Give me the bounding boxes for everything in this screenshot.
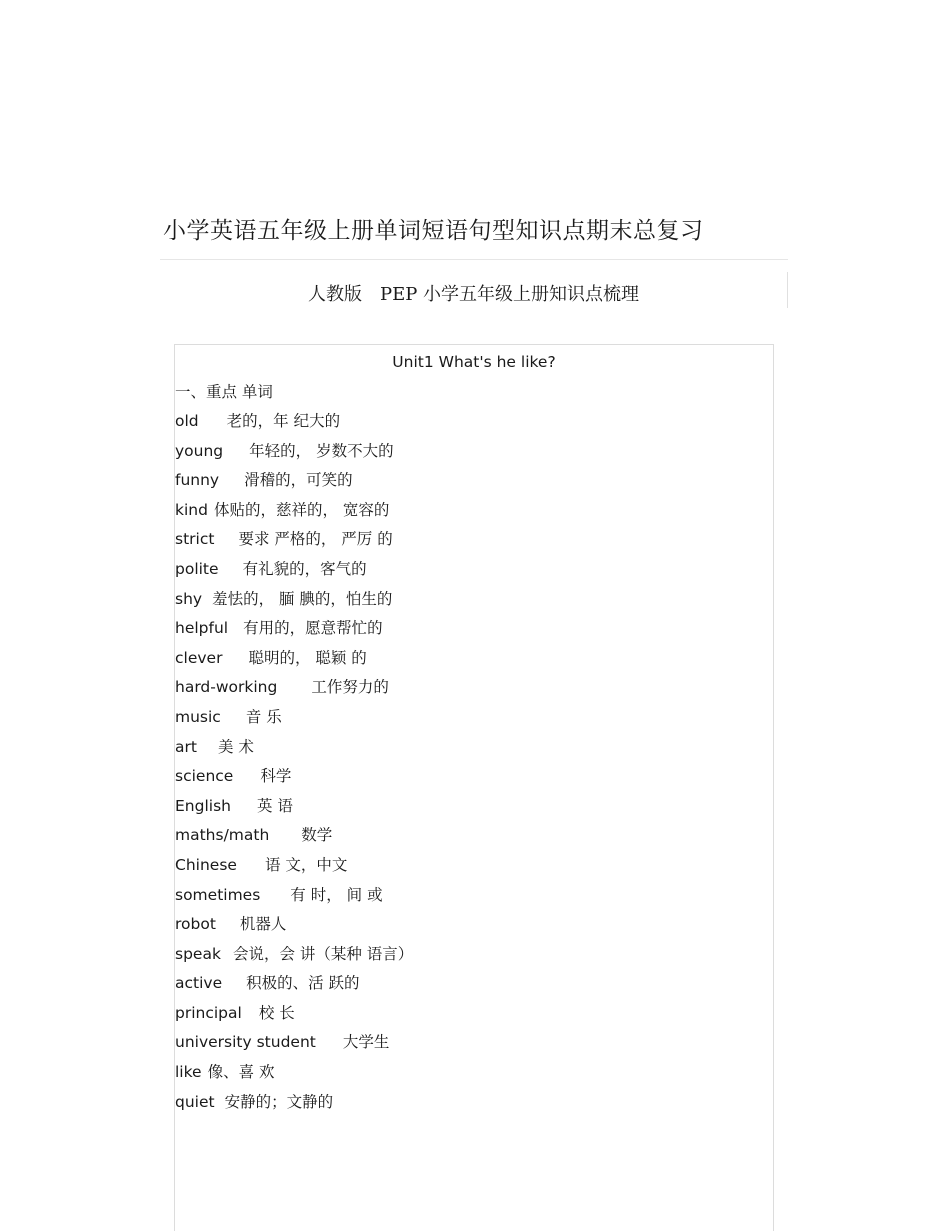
- vocab-item: [175, 733, 413, 763]
- vocab-meaning: 有用的，愿意帮忙的: [243, 619, 383, 638]
- vocab-word: shy: [175, 589, 203, 608]
- vocab-item: [175, 821, 413, 851]
- vocab-meaning: 数学: [301, 826, 333, 845]
- vocab-meaning: 有礼貌的，客气的: [242, 559, 367, 578]
- vocab-word: speak: [175, 944, 221, 963]
- vocab-item: [175, 555, 413, 585]
- vocab-word: like: [175, 1063, 202, 1082]
- vocab-item: [175, 1028, 413, 1058]
- vocab-item: [175, 940, 413, 970]
- vocab-word: quiet: [175, 1092, 215, 1111]
- vocab-item: [175, 585, 413, 615]
- vocabulary-list: [175, 407, 413, 1117]
- vocab-item: [175, 466, 413, 496]
- vocab-meaning: 美 术: [217, 737, 254, 756]
- vocab-word: old: [175, 412, 199, 430]
- vocab-item: [175, 762, 413, 792]
- document-title: 小学英语五年级上册单词短语句型知识点期末总复习: [163, 218, 704, 244]
- vocab-word: hard-working: [175, 678, 278, 697]
- vocab-word: robot: [175, 915, 216, 934]
- vocab-word: university student: [175, 1033, 316, 1052]
- vocab-item: [175, 1058, 413, 1088]
- vocab-word: helpful: [175, 619, 229, 638]
- section-heading: 一、重点 单词: [175, 383, 273, 401]
- vocab-meaning: 大学生: [342, 1033, 390, 1052]
- vocab-word: kind: [175, 500, 208, 519]
- vocab-meaning: 像、喜 欢: [207, 1063, 275, 1082]
- vocab-word: art: [175, 737, 197, 756]
- vocab-item: [175, 999, 413, 1029]
- subtitle-box: [160, 272, 788, 308]
- vocab-word: polite: [175, 559, 219, 578]
- vocab-meaning: 滑稽的，可笑的: [244, 471, 353, 490]
- vocab-meaning: 积极的、活 跃的: [246, 974, 360, 993]
- vocab-item: [175, 496, 413, 526]
- vocab-meaning: 机器人: [239, 915, 287, 934]
- vocab-item: [175, 437, 413, 467]
- vocab-meaning: 体贴的，慈祥的， 宽容的: [213, 500, 390, 519]
- vocab-word: science: [175, 767, 234, 786]
- vocab-meaning: 音 乐: [245, 707, 282, 726]
- vocab-item: [175, 910, 413, 940]
- vocab-item: [175, 525, 413, 555]
- vocab-word: maths/math: [175, 826, 270, 845]
- unit-content-box: [174, 344, 774, 1231]
- vocab-meaning: 工作努力的: [311, 678, 389, 697]
- vocab-meaning: 会说，会 讲（某种 语言）: [232, 944, 414, 963]
- vocab-word: active: [175, 974, 223, 993]
- title-divider: [160, 259, 788, 260]
- vocab-meaning: 要求 严格的， 严厉 的: [238, 530, 393, 549]
- vocab-word: principal: [175, 1003, 242, 1022]
- vocab-item: [175, 881, 413, 911]
- document-subtitle: 人教版 PEP 小学五年级上册知识点梳理: [307, 284, 640, 305]
- vocab-meaning: 有 时， 间 或: [290, 885, 383, 904]
- vocab-item: [175, 851, 413, 881]
- vocab-meaning: 科学: [260, 767, 292, 786]
- vocab-meaning: 聪明的， 聪颖 的: [248, 648, 367, 667]
- vocab-item: [175, 969, 413, 999]
- vocab-meaning: 语 文，中文: [264, 855, 348, 874]
- vocab-item: [175, 644, 413, 674]
- vocab-item: [175, 614, 413, 644]
- vocab-word: sometimes: [175, 885, 261, 904]
- vocab-meaning: 英 语: [256, 796, 293, 815]
- vocab-item: [175, 703, 413, 733]
- vocab-meaning: 老的，年 纪大的: [226, 412, 341, 430]
- vocab-meaning: 校 长: [258, 1003, 295, 1022]
- vocab-item: [175, 792, 413, 822]
- vocab-word: English: [175, 796, 231, 815]
- vocab-word: funny: [175, 471, 220, 490]
- vocab-word: Chinese: [175, 855, 237, 874]
- vocab-word: clever: [175, 648, 223, 667]
- vocab-meaning: 安静的；文静的: [224, 1092, 334, 1111]
- vocab-item: [175, 673, 413, 703]
- vocab-item: [175, 407, 413, 437]
- unit-title: Unit1 What's he like?: [392, 353, 556, 371]
- vocab-word: music: [175, 707, 221, 726]
- vocab-word: young: [175, 441, 224, 460]
- vocab-item: [175, 1088, 413, 1118]
- vocab-word: strict: [175, 530, 215, 549]
- vocab-meaning: 年轻的， 岁数不大的: [249, 441, 394, 460]
- vocab-meaning: 羞怯的， 腼 腆的，怕生的: [212, 589, 393, 608]
